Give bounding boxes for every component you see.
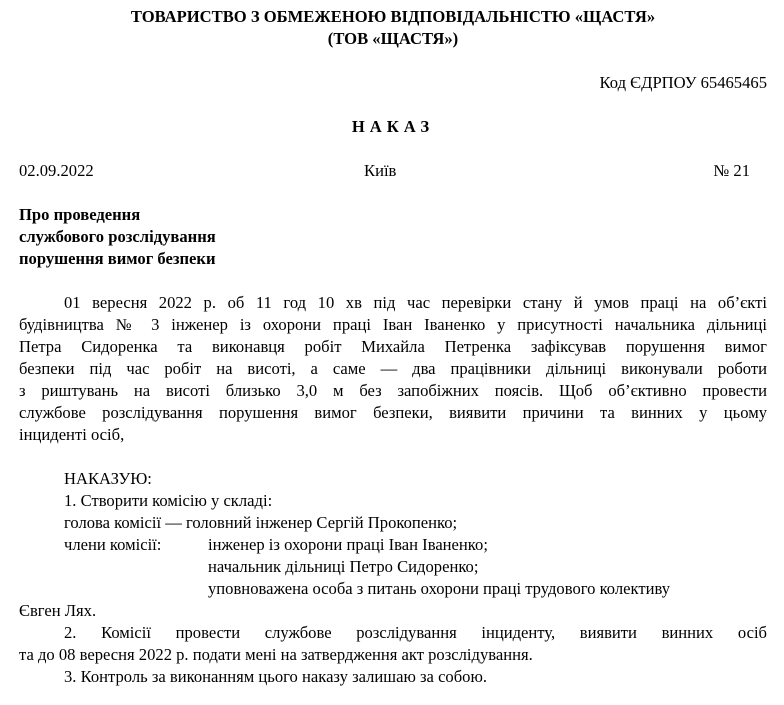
organization-short-name: (ТОВ «ЩАСТЯ») xyxy=(327,29,459,48)
preamble-line: будівництва № 3 інженер із охорони праці Іван Іваненко у присутності начальника дільниці xyxy=(19,315,767,334)
order-city: Київ xyxy=(364,161,397,180)
preamble-line: Петра Сидоренка та виконавця робіт Михайла Петренка зафіксував порушення вимог xyxy=(19,337,767,356)
commission-chair: голова комісії — головний інженер Сергій Прокопенко; xyxy=(64,513,458,532)
document-title: НАКАЗ xyxy=(351,117,435,136)
preamble-line: безпеки під час робіт на висоті, а саме — два працівники дільниці виконували роботи xyxy=(19,359,767,378)
order-heading: НАКАЗУЮ: xyxy=(64,469,152,488)
subject-line: Про проведення xyxy=(19,205,141,224)
commission-member: уповноважена особа з питань охорони праці трудового колективу xyxy=(208,579,671,598)
preamble-line: інциденті осіб, xyxy=(19,425,125,444)
order-item-3: 3. Контроль за виконанням цього наказу залишаю за собою. xyxy=(64,667,488,686)
commission-members-label: члени комісії: xyxy=(64,535,162,554)
preamble-line: 01 вересня 2022 р. об 11 год 10 хв під час перевірки стану й умов праці на об’єкті xyxy=(64,293,767,312)
subject-line: порушення вимог безпеки xyxy=(19,249,216,268)
organization-full-name: ТОВАРИСТВО З ОБМЕЖЕНОЮ ВІДПОВІДАЛЬНІСТЮ «ЩАСТЯ» xyxy=(130,7,656,26)
order-item-1: 1. Створити комісію у складі: xyxy=(64,491,273,510)
subject-line: службового розслідування xyxy=(19,227,216,246)
commission-member: начальник дільниці Петро Сидоренко; xyxy=(208,557,479,576)
order-date: 02.09.2022 xyxy=(19,161,94,180)
commission-member-continued: Євген Лях. xyxy=(19,601,97,620)
order-document xyxy=(19,0,767,705)
order-item-2: 2. Комісії провести службове розслідування інциденту, виявити винних осіб xyxy=(64,623,767,642)
commission-member: інженер із охорони праці Іван Іваненко; xyxy=(208,535,488,554)
preamble-line: з риштувань на висоті близько 3,0 м без запобіжних поясів. Щоб об’єктивно провести xyxy=(19,381,767,400)
order-item-2-continued: та до 08 вересня 2022 р. подати мені на затвердження акт розслідування. xyxy=(19,645,533,664)
edrpou-code: Код ЄДРПОУ 65465465 xyxy=(599,73,767,92)
preamble-line: службове розслідування порушення вимог безпеки, виявити причини та винних у цьому xyxy=(19,403,767,422)
order-number: № 21 xyxy=(713,161,750,180)
